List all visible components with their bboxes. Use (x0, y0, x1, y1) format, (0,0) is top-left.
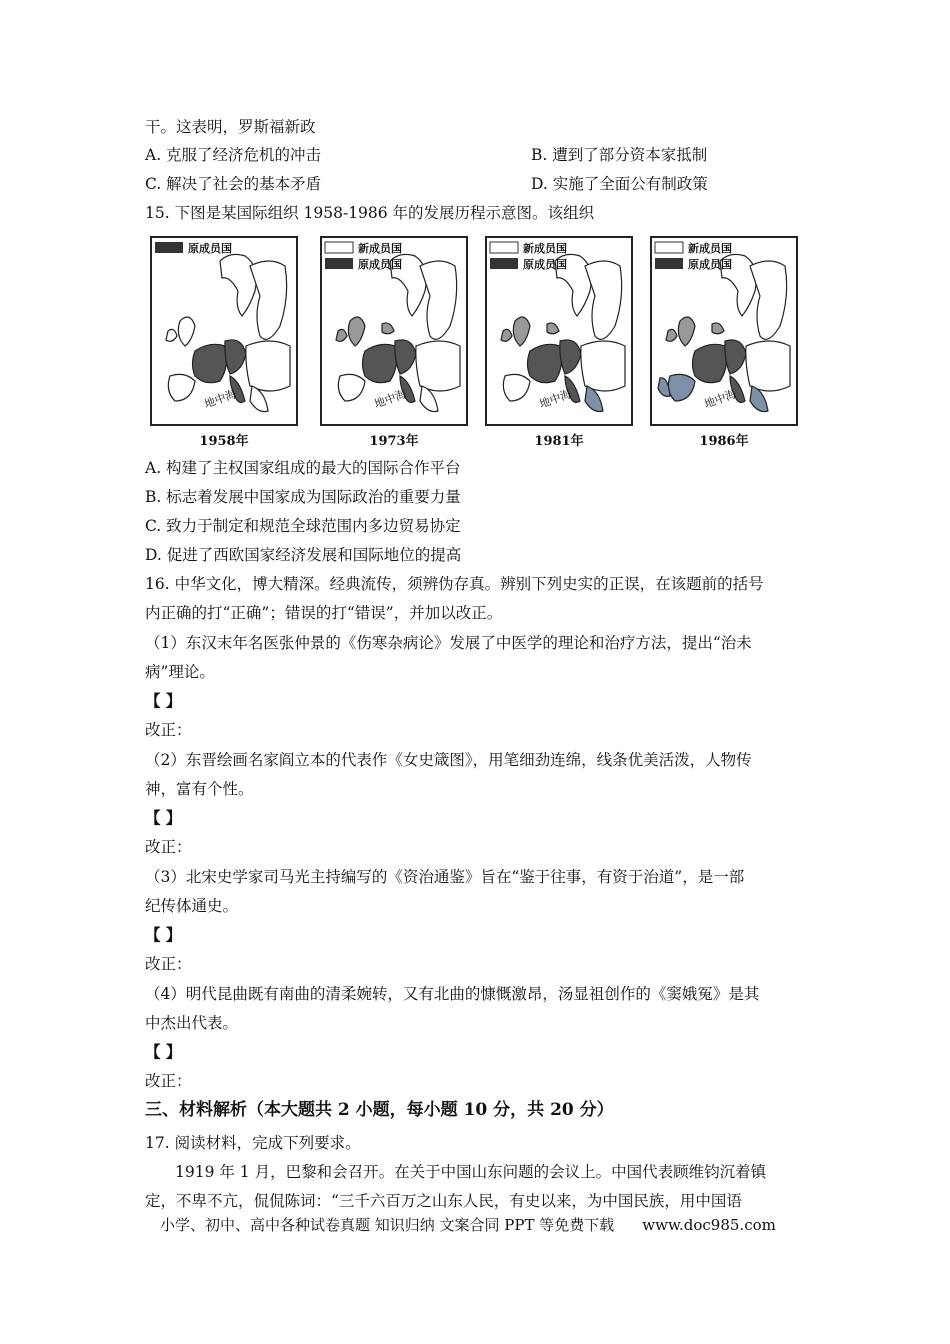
question-16-stem-line-2: 内正确的打“正确”；错误的打“错误”，并加以改正。 (145, 604, 503, 622)
sea-label: 地中海 (537, 387, 574, 411)
item-4-line-2: 中杰出代表。 (145, 1014, 239, 1032)
option-a: A. 克服了经济危机的冲击 (145, 146, 322, 164)
item-3-line-1: （3）北宋史学家司马光主持编写的《资治通鉴》旨在“鉴于往事，有资于治道”，是一部 (145, 868, 745, 886)
map-1958 (150, 236, 298, 449)
item-3-correction-label: 改正： (145, 955, 192, 973)
item-1-line-2: 病”理论。 (145, 663, 215, 681)
sea-label: 地中海 (372, 387, 409, 411)
legend-label-original: 原成员国 (188, 242, 232, 255)
material-line-1: 1919 年 1 月，巴黎和会召开。在关于中国山东问题的会议上。中国代表顾维钧沉着镇 (175, 1163, 767, 1181)
legend-swatch-original (325, 258, 353, 269)
option-d: D. 实施了全面公有制政策 (531, 175, 708, 193)
option-b: B. 遭到了部分资本家抵制 (531, 146, 708, 164)
material-line-2: 定，不卑不亢，侃侃陈词：“三千六百万之山东人民，有史以来，为中国民族，用中国语 (145, 1192, 742, 1210)
item-2-line-1: （2）东晋绘画名家阎立本的代表作《女史箴图》，用笔细劲连绵，线条优美活泼，人物传 (145, 751, 752, 769)
europe-map-1981 (485, 236, 633, 426)
legend-swatch-original (155, 242, 183, 253)
question-15-option-d: D. 促进了西欧国家经济发展和国际地位的提高 (145, 546, 462, 564)
legend-swatch-new (325, 242, 353, 253)
europe-map-1958 (150, 236, 298, 426)
question-16-stem-line-1: 16. 中华文化，博大精深。经典流传，须辨伪存真。辨别下列史实的正误，在该题前的括号 (145, 575, 764, 593)
legend-label-new: 新成员国 (688, 242, 732, 255)
item-1-answer-bracket: 【 】 (145, 691, 182, 710)
question-14-options-row-2 (145, 174, 785, 194)
map-year-1981: 1981年 (534, 434, 584, 449)
question-17-stem: 17. 阅读材料，完成下列要求。 (145, 1134, 361, 1152)
question-14-options-row-1 (145, 145, 785, 165)
map-year-1973: 1973年 (369, 434, 419, 449)
item-2-correction-label: 改正： (145, 838, 192, 856)
question-15-option-b: B. 标志着发展中国家成为国际政治的重要力量 (145, 488, 461, 506)
legend-swatch-original (655, 258, 683, 269)
legend-swatch-original (490, 258, 518, 269)
item-3-answer-bracket: 【 】 (145, 925, 182, 944)
question-15-stem: 15. 下图是某国际组织 1958-1986 年的发展历程示意图。该组织 (145, 204, 595, 222)
item-2-answer-bracket: 【 】 (145, 808, 182, 827)
legend-swatch-new (655, 242, 683, 253)
europe-map-1973 (320, 236, 468, 426)
question-15-option-a: A. 构建了主权国家组成的最大的国际合作平台 (145, 459, 461, 477)
item-1-correction-label: 改正： (145, 721, 192, 739)
map-1973 (320, 236, 468, 449)
item-4-answer-bracket: 【 】 (145, 1042, 182, 1061)
question-14-stem-end: 干。这表明，罗斯福新政 (145, 118, 316, 136)
section-3-heading: 三、材料解析（本大题共 2 小题，每小题 10 分，共 20 分） (145, 1100, 614, 1120)
map-1981 (485, 236, 633, 449)
membership-maps (150, 236, 800, 451)
sea-label: 地中海 (702, 387, 739, 411)
legend-label-original: 原成员国 (358, 258, 402, 271)
legend-swatch-new (490, 242, 518, 253)
legend-label-new: 新成员国 (358, 242, 402, 255)
map-1986 (650, 236, 798, 449)
footer-text: 小学、初中、高中各种试卷真题 知识归纳 文案合同 PPT 等免费下载 (160, 1216, 615, 1234)
footer-url[interactable]: www.doc985.com (642, 1216, 776, 1234)
sea-label: 地中海 (202, 387, 239, 411)
item-3-line-2: 纪传体通史。 (145, 897, 239, 915)
map-year-1958: 1958年 (199, 434, 249, 449)
item-4-line-1: （4）明代昆曲既有南曲的清柔婉转，又有北曲的慷慨激昂，汤显祖创作的《窦娥冤》是其 (145, 985, 760, 1003)
page-footer (160, 1214, 776, 1235)
item-2-line-2: 神，富有个性。 (145, 780, 254, 798)
legend-label-original: 原成员国 (523, 258, 567, 271)
europe-map-1986 (650, 236, 798, 426)
question-15-option-c: C. 致力于制定和规范全球范围内多边贸易协定 (145, 517, 461, 535)
item-4-correction-label: 改正： (145, 1072, 192, 1090)
legend-label-new: 新成员国 (523, 242, 567, 255)
map-year-1986: 1986年 (699, 434, 749, 449)
option-c: C. 解决了社会的基本矛盾 (145, 175, 322, 193)
legend-label-original: 原成员国 (688, 258, 732, 271)
item-1-line-1: （1）东汉末年名医张仲景的《伤寒杂病论》发展了中医学的理论和治疗方法，提出“治未 (145, 634, 752, 652)
